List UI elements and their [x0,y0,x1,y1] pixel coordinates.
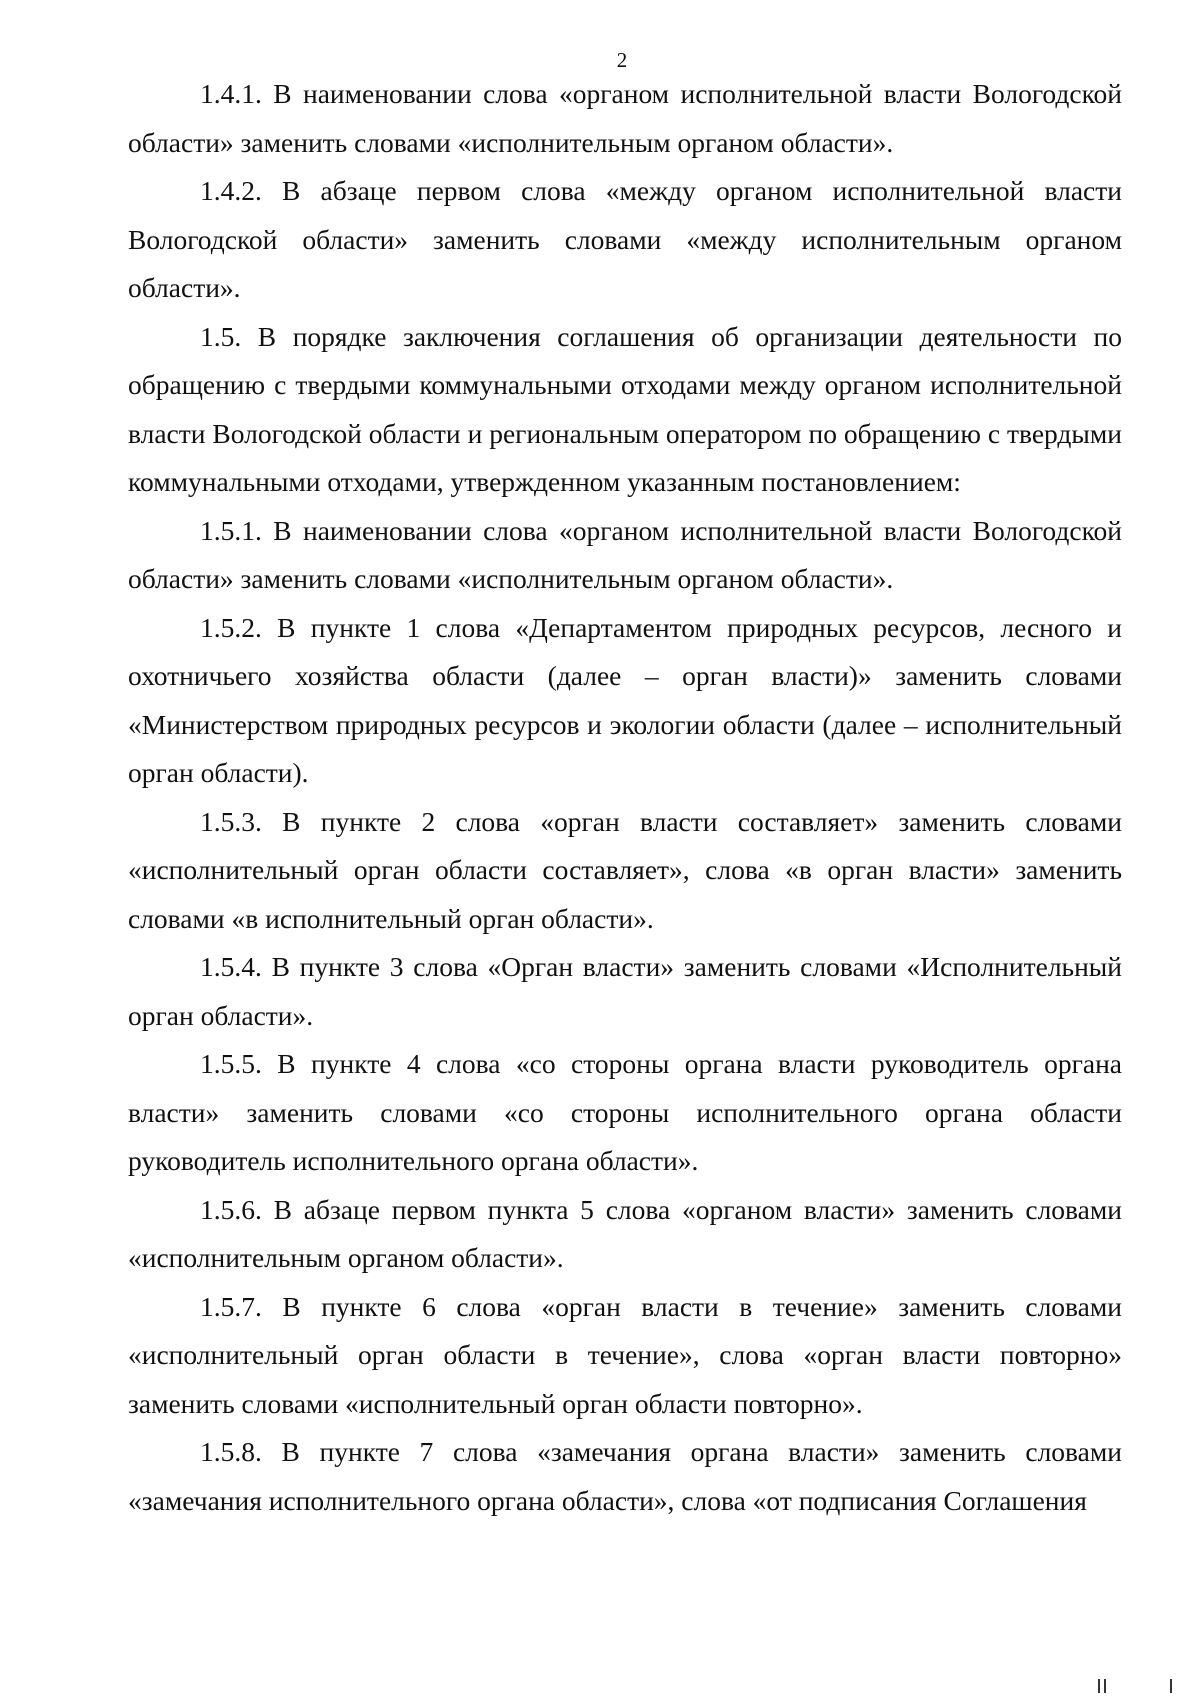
scan-artifact-mark [1098,1679,1100,1693]
paragraph-1-5-3: 1.5.3. В пункте 2 слова «орган власти составляет» заменить словами «исполнительный орган области составляет», слова «в орган власти» заменить словами «в исполнительный орган области». [128,805,1122,934]
paragraph-1-4-1: 1.4.1. В наименовании слова «органом исполнительной власти Вологодской области» заменить словами «исполнительным органом области». [128,78,1122,158]
paragraph-1-5-5: 1.5.5. В пункте 4 слова «со стороны органа власти руководитель органа власти» заменить словами «со стороны исполнительного органа области руководитель исполнительного органа области». [128,1048,1122,1176]
scan-artifact-mark [1170,1679,1172,1693]
paragraph-1-5-8: 1.5.8. В пункте 7 слова «замечания органа власти» заменить словами «замечания исполнительного органа области», слова «от подписания Соглашения [128,1436,1122,1516]
paragraph-1-5-4: 1.5.4. В пункте 3 слова «Орган власти» заменить словами «Исполнительный орган области». [128,951,1122,1031]
document-body [128,70,1122,1525]
paragraph-1-5-2: 1.5.2. В пункте 1 слова «Департаментом природных ресурсов, лесного и охотничьего хозяйства области (далее – орган власти)» заменить словами «Министерством природных ресурсов и экологии области (далее – исполнительный орган области). [128,611,1122,788]
paragraph-1-4-2: 1.4.2. В абзаце первом слова «между органом исполнительной власти Вологодской области» заменить словами «между исполнительным органом области». [128,175,1122,303]
paragraph-1-5-6: 1.5.6. В абзаце первом пункта 5 слова «органом власти» заменить словами «исполнительным органом области». [128,1193,1122,1273]
paragraph-1-5-1: 1.5.1. В наименовании слова «органом исполнительной власти Вологодской области» заменить словами «исполнительным органом области». [128,514,1122,594]
scan-artifact-mark [1104,1679,1106,1693]
page-number: 2 [616,48,628,72]
paragraph-1-5: 1.5. В порядке заключения соглашения об организации деятельности по обращению с твердыми коммунальными отходами между органом исполнительной власти Вологодской области и региональным оператором по обращению с твердыми коммунальными отходами, утвержденном указанным постановлением: [128,320,1122,497]
paragraph-1-5-7: 1.5.7. В пункте 6 слова «орган власти в течение» заменить словами «исполнительный орган области в течение», слова «орган власти повторно» заменить словами «исполнительный орган области повторно». [128,1290,1122,1419]
